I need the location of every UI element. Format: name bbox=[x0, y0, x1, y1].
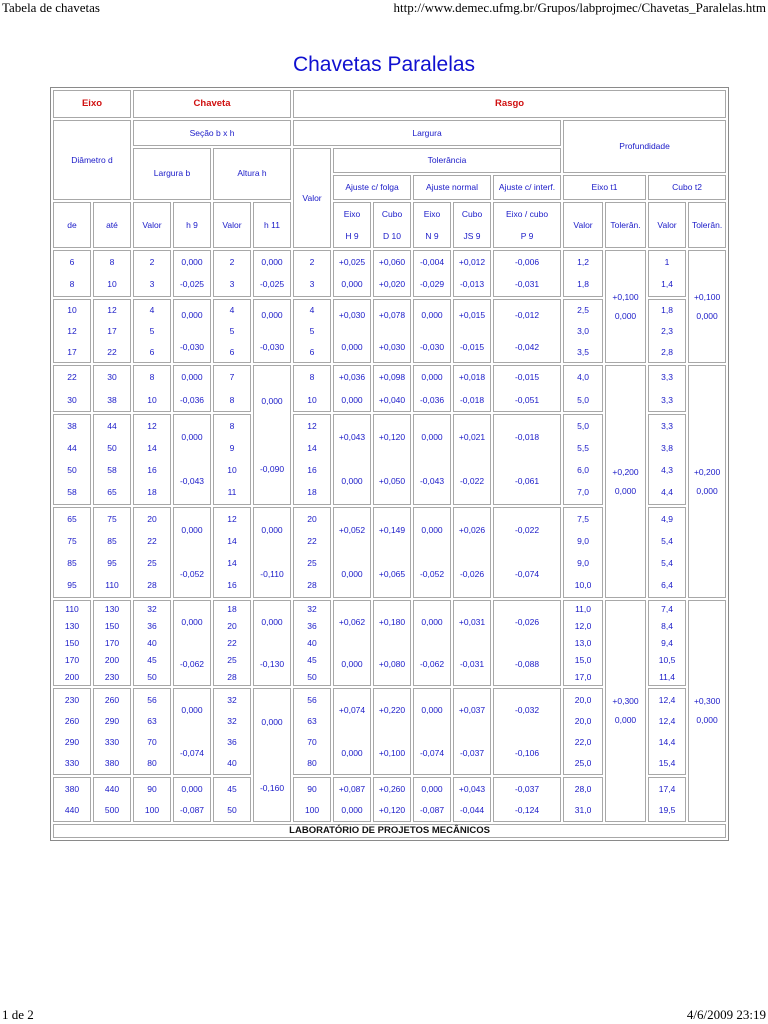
header-h11: h 11 bbox=[253, 202, 291, 248]
diametro-ate-cell: 30 38 bbox=[93, 365, 131, 411]
table-footer-lab-name: LABORATÓRIO DE PROJETOS MECÂNICOS bbox=[53, 824, 726, 838]
tol-h11-cell: 0,000 -0,130 bbox=[253, 600, 291, 687]
header-cubo-D10: Cubo D 10 bbox=[373, 202, 411, 248]
page-count: 1 de 2 bbox=[2, 1007, 34, 1022]
largura-b-cell: 56 63 70 80 bbox=[133, 688, 171, 775]
eixo-t1-valor-cell: 5,0 5,5 6,0 7,0 bbox=[563, 414, 603, 505]
header-rasgo: Rasgo bbox=[293, 90, 726, 118]
tol-JS9-cell: +0,031 -0,031 bbox=[453, 600, 491, 687]
altura-h-cell: 45 50 bbox=[213, 777, 251, 821]
tol-h9-cell: 0,000 -0,043 bbox=[173, 414, 211, 505]
tol-h9-cell: 0,000 -0,062 bbox=[173, 600, 211, 687]
tol-h9-cell: 0,000 -0,036 bbox=[173, 365, 211, 411]
header-diametro: Diâmetro d bbox=[53, 120, 131, 200]
header-tolerancia: Tolerância bbox=[333, 148, 561, 173]
eixo-t1-tol-cell: +0,200 0,000 bbox=[605, 365, 646, 597]
cubo-t2-valor-cell: 3,3 3,3 bbox=[648, 365, 686, 411]
rasgo-valor-cell: 56 63 70 80 bbox=[293, 688, 331, 775]
largura-b-cell: 32 36 40 45 50 bbox=[133, 600, 171, 687]
largura-b-cell: 20 22 25 28 bbox=[133, 507, 171, 598]
tol-P9-cell: -0,015 -0,051 bbox=[493, 365, 561, 411]
cubo-t2-tol-cell: +0,100 0,000 bbox=[688, 250, 726, 363]
altura-h-cell: 18 20 22 25 28 bbox=[213, 600, 251, 687]
tol-h11-cell: 0,000 -0,090 bbox=[253, 365, 291, 504]
header-valor-largura: Valor bbox=[293, 148, 331, 249]
eixo-t1-tol-cell: +0,300 0,000 bbox=[605, 600, 646, 822]
tol-P9-cell: -0,006 -0,031 bbox=[493, 250, 561, 296]
tol-H9-cell: +0,087 0,000 bbox=[333, 777, 371, 821]
header-ate: até bbox=[93, 202, 131, 248]
rasgo-valor-cell: 12 14 16 18 bbox=[293, 414, 331, 505]
diametro-de-cell: 230 260 290 330 bbox=[53, 688, 91, 775]
cubo-t2-tol-cell: +0,200 0,000 bbox=[688, 365, 726, 597]
diametro-ate-cell: 130 150 170 200 230 bbox=[93, 600, 131, 687]
header-valor-b: Valor bbox=[133, 202, 171, 248]
rasgo-valor-cell: 90 100 bbox=[293, 777, 331, 821]
tol-D10-cell: +0,120 +0,050 bbox=[373, 414, 411, 505]
eixo-t1-valor-cell: 1,2 1,8 bbox=[563, 250, 603, 296]
header-ajuste-normal: Ajuste normal bbox=[413, 175, 491, 200]
diametro-ate-cell: 75 85 95 110 bbox=[93, 507, 131, 598]
diametro-de-cell: 10 12 17 bbox=[53, 299, 91, 364]
header-eixo-t1: Eixo t1 bbox=[563, 175, 646, 200]
eixo-t1-valor-cell: 20,0 20,0 22,0 25,0 bbox=[563, 688, 603, 775]
altura-h-cell: 7 8 bbox=[213, 365, 251, 411]
altura-h-cell: 12 14 14 16 bbox=[213, 507, 251, 598]
cubo-t2-valor-cell: 4,9 5,4 5,4 6,4 bbox=[648, 507, 686, 598]
header-ajuste-folga: Ajuste c/ folga bbox=[333, 175, 411, 200]
tol-H9-cell: +0,062 0,000 bbox=[333, 600, 371, 687]
header-h9: h 9 bbox=[173, 202, 211, 248]
cubo-t2-valor-cell: 1 1,4 bbox=[648, 250, 686, 296]
header-largura-b: Largura b bbox=[133, 148, 211, 200]
tol-JS9-cell: +0,015 -0,015 bbox=[453, 299, 491, 364]
tol-JS9-cell: +0,021 -0,022 bbox=[453, 414, 491, 505]
header-valor-t1: Valor bbox=[563, 202, 603, 248]
tol-N9-cell: 0,000 -0,074 bbox=[413, 688, 451, 775]
diametro-de-cell: 65 75 85 95 bbox=[53, 507, 91, 598]
tol-P9-cell: -0,026 -0,088 bbox=[493, 600, 561, 687]
header-de: de bbox=[53, 202, 91, 248]
largura-b-cell: 12 14 16 18 bbox=[133, 414, 171, 505]
tol-h9-cell: 0,000 -0,074 bbox=[173, 688, 211, 775]
largura-b-cell: 90 100 bbox=[133, 777, 171, 821]
rasgo-valor-cell: 4 5 6 bbox=[293, 299, 331, 364]
tol-H9-cell: +0,030 0,000 bbox=[333, 299, 371, 364]
browser-page-title: Tabela de chavetas bbox=[2, 0, 100, 15]
tol-h11-cell: 0,000 -0,110 bbox=[253, 507, 291, 598]
tol-N9-cell: 0,000 -0,087 bbox=[413, 777, 451, 821]
tol-h11-cell: 0,000 -0,160 bbox=[253, 688, 291, 821]
tol-JS9-cell: +0,012 -0,013 bbox=[453, 250, 491, 296]
header-valor-t2: Valor bbox=[648, 202, 686, 248]
tol-D10-cell: +0,060 +0,020 bbox=[373, 250, 411, 296]
header-altura-h: Altura h bbox=[213, 148, 291, 200]
diametro-ate-cell: 8 10 bbox=[93, 250, 131, 296]
browser-url: http://www.demec.ufmg.br/Grupos/labprojmec/Chavetas_Paralelas.htm bbox=[393, 0, 766, 15]
eixo-t1-valor-cell: 11,0 12,0 13,0 15,0 17,0 bbox=[563, 600, 603, 687]
tol-H9-cell: +0,025 0,000 bbox=[333, 250, 371, 296]
table-row-group bbox=[53, 250, 726, 296]
header-toleran-t1: Tolerân. bbox=[605, 202, 646, 248]
header-eixo: Eixo bbox=[53, 90, 131, 118]
tol-P9-cell: -0,032 -0,106 bbox=[493, 688, 561, 775]
tol-JS9-cell: +0,018 -0,018 bbox=[453, 365, 491, 411]
tol-D10-cell: +0,180 +0,080 bbox=[373, 600, 411, 687]
tol-D10-cell: +0,220 +0,100 bbox=[373, 688, 411, 775]
tol-N9-cell: 0,000 -0,036 bbox=[413, 365, 451, 411]
largura-b-cell: 4 5 6 bbox=[133, 299, 171, 364]
tol-D10-cell: +0,098 +0,040 bbox=[373, 365, 411, 411]
header-ajuste-interf: Ajuste c/ interf. bbox=[493, 175, 561, 200]
altura-h-cell: 32 32 36 40 bbox=[213, 688, 251, 775]
tol-P9-cell: -0,012 -0,042 bbox=[493, 299, 561, 364]
diametro-ate-cell: 12 17 22 bbox=[93, 299, 131, 364]
header-eixo-cubo-P9: Eixo / cubo P 9 bbox=[493, 202, 561, 248]
eixo-t1-valor-cell: 2,5 3,0 3,5 bbox=[563, 299, 603, 364]
tol-H9-cell: +0,074 0,000 bbox=[333, 688, 371, 775]
tol-N9-cell: 0,000 -0,030 bbox=[413, 299, 451, 364]
cubo-t2-valor-cell: 17,4 19,5 bbox=[648, 777, 686, 821]
tol-P9-cell: -0,018 -0,061 bbox=[493, 414, 561, 505]
tol-h9-cell: 0,000 -0,025 bbox=[173, 250, 211, 296]
altura-h-cell: 8 9 10 11 bbox=[213, 414, 251, 505]
rasgo-valor-cell: 32 36 40 45 50 bbox=[293, 600, 331, 687]
cubo-t2-valor-cell: 3,3 3,8 4,3 4,4 bbox=[648, 414, 686, 505]
tol-D10-cell: +0,078 +0,030 bbox=[373, 299, 411, 364]
diametro-ate-cell: 44 50 58 65 bbox=[93, 414, 131, 505]
header-eixo-H9: Eixo H 9 bbox=[333, 202, 371, 248]
tol-H9-cell: +0,036 0,000 bbox=[333, 365, 371, 411]
eixo-t1-valor-cell: 7,5 9,0 9,0 10,0 bbox=[563, 507, 603, 598]
altura-h-cell: 4 5 6 bbox=[213, 299, 251, 364]
diametro-de-cell: 380 440 bbox=[53, 777, 91, 821]
tol-h11-cell: 0,000 -0,030 bbox=[253, 299, 291, 364]
cubo-t2-valor-cell: 7,4 8,4 9,4 10,5 11,4 bbox=[648, 600, 686, 687]
parallel-keys-table bbox=[50, 87, 729, 841]
header-toleran-t2: Tolerân. bbox=[688, 202, 726, 248]
tol-N9-cell: -0,004 -0,029 bbox=[413, 250, 451, 296]
largura-b-cell: 2 3 bbox=[133, 250, 171, 296]
keys-table-container bbox=[50, 87, 723, 841]
tol-N9-cell: 0,000 -0,052 bbox=[413, 507, 451, 598]
cubo-t2-valor-cell: 12,4 12,4 14,4 15,4 bbox=[648, 688, 686, 775]
header-chaveta: Chaveta bbox=[133, 90, 291, 118]
eixo-t1-valor-cell: 4,0 5,0 bbox=[563, 365, 603, 411]
header-eixo-N9: Eixo N 9 bbox=[413, 202, 451, 248]
cubo-t2-valor-cell: 1,8 2,3 2,8 bbox=[648, 299, 686, 364]
tol-h9-cell: 0,000 -0,030 bbox=[173, 299, 211, 364]
tol-JS9-cell: +0,026 -0,026 bbox=[453, 507, 491, 598]
tol-JS9-cell: +0,037 -0,037 bbox=[453, 688, 491, 775]
cubo-t2-tol-cell: +0,300 0,000 bbox=[688, 600, 726, 822]
tol-H9-cell: +0,052 0,000 bbox=[333, 507, 371, 598]
tol-h11-cell: 0,000 -0,025 bbox=[253, 250, 291, 296]
diametro-ate-cell: 260 290 330 380 bbox=[93, 688, 131, 775]
rasgo-valor-cell: 2 3 bbox=[293, 250, 331, 296]
eixo-t1-tol-cell: +0,100 0,000 bbox=[605, 250, 646, 363]
header-profundidade: Profundidade bbox=[563, 120, 726, 172]
header-cubo-JS9: Cubo JS 9 bbox=[453, 202, 491, 248]
tol-h9-cell: 0,000 -0,087 bbox=[173, 777, 211, 821]
tol-H9-cell: +0,043 0,000 bbox=[333, 414, 371, 505]
tol-D10-cell: +0,260 +0,120 bbox=[373, 777, 411, 821]
tol-N9-cell: 0,000 -0,043 bbox=[413, 414, 451, 505]
diametro-de-cell: 22 30 bbox=[53, 365, 91, 411]
table-row-group bbox=[53, 365, 726, 411]
tol-D10-cell: +0,149 +0,065 bbox=[373, 507, 411, 598]
header-cubo-t2: Cubo t2 bbox=[648, 175, 726, 200]
tol-JS9-cell: +0,043 -0,044 bbox=[453, 777, 491, 821]
tol-P9-cell: -0,037 -0,124 bbox=[493, 777, 561, 821]
tol-P9-cell: -0,022 -0,074 bbox=[493, 507, 561, 598]
print-timestamp: 4/6/2009 23:19 bbox=[686, 1007, 766, 1022]
largura-b-cell: 8 10 bbox=[133, 365, 171, 411]
altura-h-cell: 2 3 bbox=[213, 250, 251, 296]
page-title: Chavetas Paralelas bbox=[292, 53, 476, 76]
header-secao: Seção b x h bbox=[133, 120, 291, 145]
eixo-t1-valor-cell: 28,0 31,0 bbox=[563, 777, 603, 821]
tol-N9-cell: 0,000 -0,062 bbox=[413, 600, 451, 687]
rasgo-valor-cell: 8 10 bbox=[293, 365, 331, 411]
tol-h9-cell: 0,000 -0,052 bbox=[173, 507, 211, 598]
diametro-ate-cell: 440 500 bbox=[93, 777, 131, 821]
diametro-de-cell: 110 130 150 170 200 bbox=[53, 600, 91, 687]
header-valor-h: Valor bbox=[213, 202, 251, 248]
header-largura: Largura bbox=[293, 120, 561, 145]
diametro-de-cell: 38 44 50 58 bbox=[53, 414, 91, 505]
table-row-group bbox=[53, 600, 726, 687]
diametro-de-cell: 6 8 bbox=[53, 250, 91, 296]
rasgo-valor-cell: 20 22 25 28 bbox=[293, 507, 331, 598]
